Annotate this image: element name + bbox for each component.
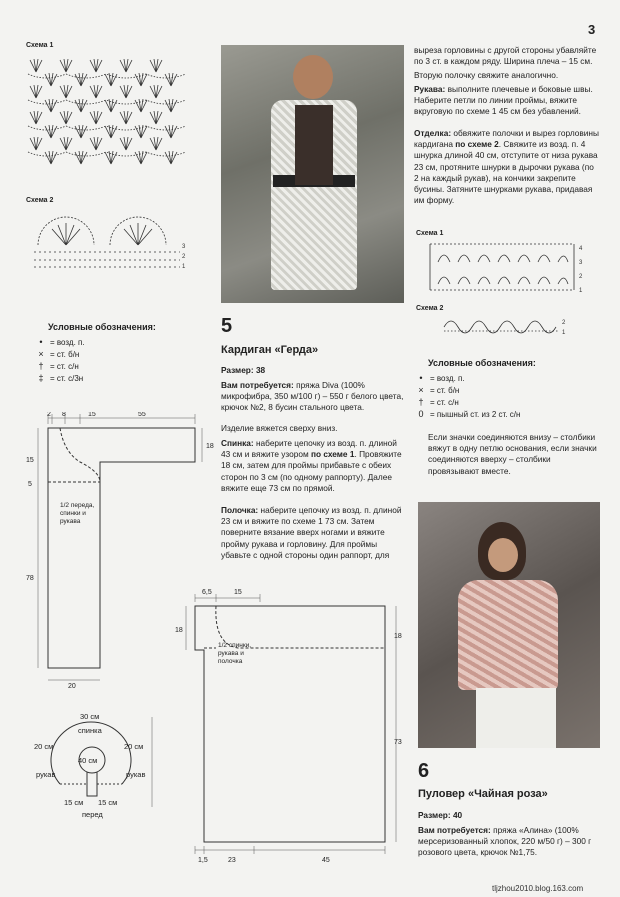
triple-crochet-icon: ‡ [38, 373, 44, 383]
article5-cont1: выреза горловины с другой стороны убавляйте по 3 ст. в каждом ряду. Ширина плеча – 15 см. [414, 45, 597, 67]
finish-text2: . Свяжите из возд. п. 4 шнурка длиной 40 см, отступите от низа рукава 23 см, протяните шнурки в дырочки рукава (по 2 на каждый рукав), на кончики закрепите бусины. Затяните шнурками рукава, придавая им форму. [414, 139, 598, 206]
article5-sleeves [414, 84, 600, 118]
dim-5-left: 5 [28, 481, 32, 488]
yoke-15cm-left: 15 см [64, 798, 84, 807]
dim-55: 55 [138, 412, 146, 418]
dim-18-right: 18 [394, 633, 402, 640]
front-text: наберите цепочку из возд. п. длиной 23 см и вяжите по схеме 1 73 см. Затем поверните вязание вверх ногами и вяжите пройму рукава и горловину. Для проймы убавьте с одной стороны один раппорт, для [221, 505, 402, 560]
pattern-note-bottom: 1/2 спинки, рукава и полочка [218, 642, 252, 665]
dim-73: 73 [394, 739, 402, 746]
sleeves-label: Рукава: [414, 84, 446, 94]
scheme1-right-row: 3 [579, 260, 583, 266]
single-crochet-icon: × [38, 349, 44, 359]
legend-text: = возд. п. [50, 337, 85, 347]
watermark: tljzhou2010.blog.163.com [492, 884, 584, 893]
back-text2: . Провяжите 18 см, затем для проймы прибавьте с обеих сторон по 3 см (по одному раппорту). Далее вяжите еще 73 см по прямой. [221, 449, 402, 493]
yoke-pered: перед [82, 810, 103, 819]
needed-text: пряжа Diva (100% микрофибра, 350 м/100 г) – 550 г белого цвета, крючок №2, 8 бусин стального цвета. [221, 380, 404, 413]
back-label: Спинка: [221, 438, 254, 448]
article5-finish [414, 128, 600, 206]
scheme2-right-title: Схема 2 [416, 305, 444, 312]
pattern-diagram-bottom [170, 586, 410, 866]
yoke-20cm-right: 20 см [124, 742, 144, 751]
dim-20: 20 [68, 683, 76, 690]
dim-23: 23 [228, 857, 236, 864]
dim-18-right: 18 [206, 443, 214, 450]
legend-text: = ст. с/3н [50, 373, 84, 383]
scheme2-row-label: 3 [182, 244, 186, 250]
back-bold: по схеме 1 [310, 449, 355, 460]
article6-needed [418, 825, 604, 859]
article5-direction: Изделие вяжется сверху вниз. [221, 423, 338, 433]
yoke-rukav-left: рукав [36, 770, 56, 779]
legend-right [416, 372, 520, 420]
yoke-20cm-left: 20 см [34, 742, 54, 751]
legend-item [416, 372, 520, 384]
double-crochet-icon: † [418, 397, 424, 407]
article6-size: Размер: 40 [418, 810, 463, 820]
article5-title: Кардиган «Герда» [221, 344, 319, 356]
cardigan-photo [221, 45, 404, 303]
yoke-spinka: спинка [78, 726, 102, 735]
front-label: Полочка: [221, 505, 259, 515]
scheme2-row-label: 1 [182, 264, 186, 270]
dim-6-5: 6,5 [202, 589, 212, 596]
pullover-photo [418, 502, 600, 748]
yoke-rukav-right: рукав [126, 770, 146, 779]
finish-label: Отделка: [414, 128, 452, 138]
yoke-15cm-right: 15 см [98, 798, 118, 807]
legend-text: = ст. с/н [50, 361, 79, 371]
scheme2-right-chart [440, 315, 570, 337]
article5-back [221, 438, 407, 494]
legend-item [36, 372, 85, 384]
sleeves-text: выполните плечевые и боковые швы. Наберите петли по линии проймы, вяжите вкруговую по схеме 1 45 см без убавлений. [414, 84, 593, 117]
needed-label: Вам потребуется: [221, 380, 294, 390]
dim-15: 15 [88, 412, 96, 418]
scheme1-chart [26, 52, 196, 172]
legend-text: = ст. б/н [430, 385, 460, 395]
yoke-30cm: 30 см [80, 712, 100, 721]
article5-number: 5 [221, 315, 233, 337]
dim-18-left: 18 [175, 627, 183, 634]
legend-text: = возд. п. [430, 373, 465, 383]
legend-text: = пышный ст. из 2 ст. с/н [430, 409, 521, 419]
legend-item [36, 336, 85, 348]
yoke-40cm: 40 см [78, 756, 98, 765]
scheme2-title: Схема 2 [26, 197, 54, 204]
scheme1-right-row: 1 [579, 288, 583, 294]
scheme1-right-title: Схема 1 [416, 230, 444, 237]
puff-stitch-icon: 0 [418, 409, 424, 419]
chain-symbol-icon: • [39, 337, 43, 347]
scheme2-right-row: 2 [562, 320, 566, 326]
dim-1-5: 1,5 [198, 857, 208, 864]
finish-text: обвяжите полочки и вырез горловины кардигана [414, 128, 599, 150]
scheme1-right-row: 2 [579, 274, 583, 280]
needed6-text: пряжа «Алина» (100% мерсеризованный хлопок, 220 м/50 г) – 300 г розового цвета, крючок №1,75. [418, 825, 592, 858]
legend-item [416, 384, 520, 396]
scheme2-right-row: 1 [562, 330, 566, 336]
legend-title-left: Условные обозначения: [48, 322, 156, 332]
legend-item [36, 360, 85, 372]
chain-symbol-icon: • [419, 373, 423, 383]
dim-2: 2 [47, 412, 51, 418]
dim-45: 45 [322, 857, 330, 864]
legend-text: = ст. с/н [430, 397, 459, 407]
article6-title: Пуловер «Чайная роза» [418, 788, 548, 800]
dim-15-top: 15 [234, 589, 242, 596]
legend-item [416, 396, 520, 408]
scheme2-row-label: 2 [182, 254, 186, 260]
page-number: 3 [588, 22, 596, 37]
article6-number: 6 [418, 760, 430, 782]
article5-needed [221, 380, 407, 414]
article5-size: Размер: 38 [221, 365, 266, 375]
single-crochet-icon: × [418, 385, 424, 395]
dim-78: 78 [26, 575, 34, 582]
legend-item [416, 408, 520, 420]
dim-8: 8 [62, 412, 66, 418]
article5-cont2: Вторую полочку свяжите аналогично. [414, 70, 559, 80]
legend-title-right: Условные обозначения: [428, 358, 536, 368]
legend-note: Если значки соединяются внизу – столбики вяжут в одну петлю основания, если значки соединяются вверху – столбики провязывают вместе. [428, 432, 597, 476]
pattern-note-left: 1/2 переда, спинки и рукава [60, 502, 95, 525]
double-crochet-icon: † [38, 361, 44, 371]
back-text: наберите цепочку из возд. п. длиной 43 см и вяжите узором [221, 438, 397, 460]
finish-bold: по схеме 2 [455, 139, 499, 150]
dim-15-left: 15 [26, 457, 34, 464]
scheme1-right-chart [424, 240, 589, 295]
scheme1-title: Схема 1 [26, 42, 54, 49]
scheme2-chart [30, 200, 190, 275]
legend-left [36, 336, 85, 384]
legend-item [36, 348, 85, 360]
article5-front [221, 505, 407, 561]
legend-text: = ст. б/н [50, 349, 80, 359]
needed6-label: Вам потребуется: [418, 825, 491, 835]
scheme1-right-row: 4 [579, 246, 583, 252]
